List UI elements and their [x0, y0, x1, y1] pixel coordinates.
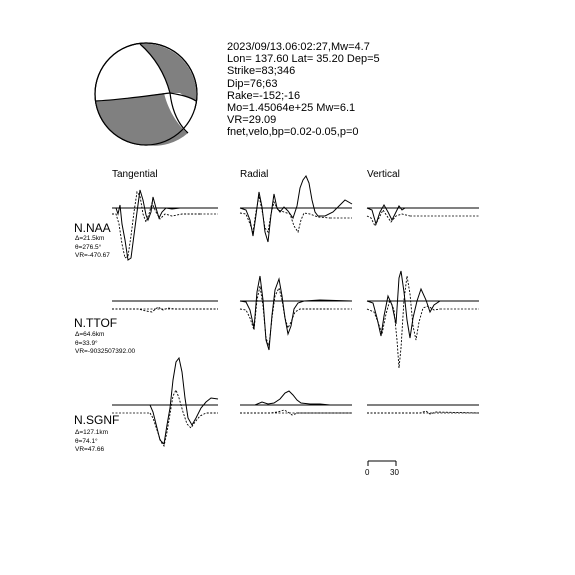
station-vr: VR=-9032507392.00 [75, 348, 136, 355]
synthetic-waveforms [112, 192, 479, 446]
synthetic-baselines [112, 214, 479, 413]
station-azimuth: θ=276.5° [75, 243, 102, 251]
event-origin-time: 2023/09/13.06:02:27,Mw=4.7 [227, 41, 370, 53]
waveform-naa-tangential [112, 190, 218, 260]
event-dip: Dip=76;63 [227, 77, 278, 90]
focal-mechanism-beachball [95, 43, 197, 146]
synthetic-ttof-tangential [112, 307, 218, 312]
station-info-ttof [75, 331, 135, 357]
event-moment: Mo=1.45064e+25 Mw=6.1 [227, 102, 356, 115]
station-name-ttof: N.TTOF [74, 316, 118, 330]
synthetic-ttof-radial [240, 286, 330, 346]
time-scale-bar [368, 461, 396, 466]
event-rake: Rake=-152;-16 [227, 89, 301, 102]
observed-waveforms [112, 176, 479, 444]
station-info-sgnf [75, 429, 108, 455]
station-info-naa [75, 235, 110, 261]
station-distance: Δ=127.1km [75, 429, 109, 436]
waveform-ttof-radial [240, 276, 352, 350]
component-tangential-label: Tangential [112, 169, 158, 180]
synthetic-sgnf-radial [240, 410, 352, 415]
station-name-sgnf: N.SGNF [74, 413, 120, 427]
time-scale-end-label: 30 [390, 468, 399, 477]
event-header [227, 41, 380, 139]
station-azimuth: θ=74.1° [75, 437, 98, 445]
event-variance-reduction: VR=29.09 [227, 114, 277, 127]
event-strike: Strike=83;346 [227, 65, 296, 78]
station-name-naa: N.NAA [74, 221, 111, 235]
station-distance: Δ=21.5km [75, 235, 105, 242]
station-distance: Δ=64.6km [75, 331, 105, 338]
waveform-sgnf-radial [240, 391, 352, 405]
synthetic-sgnf-vertical [367, 411, 479, 414]
waveform-naa-radial [240, 176, 352, 242]
station-vr: VR=-470.67 [75, 252, 110, 259]
station-azimuth: θ=33.9° [75, 339, 98, 347]
synthetic-sgnf-tangential [150, 390, 218, 446]
waveform-ttof-vertical [367, 271, 479, 338]
component-radial-label: Radial [240, 169, 269, 180]
event-processing-info: fnet,velo,bp=0.02-0.05,p=0 [227, 126, 359, 139]
component-vertical-label: Vertical [367, 169, 400, 180]
synthetic-naa-tangential [112, 192, 200, 258]
event-location: Lon= 137.60 Lat= 35.20 Dep=5 [227, 53, 380, 66]
station-vr: VR=47.66 [75, 446, 105, 453]
waveform-sgnf-tangential [112, 358, 218, 444]
time-scale-start-label: 0 [365, 468, 370, 477]
